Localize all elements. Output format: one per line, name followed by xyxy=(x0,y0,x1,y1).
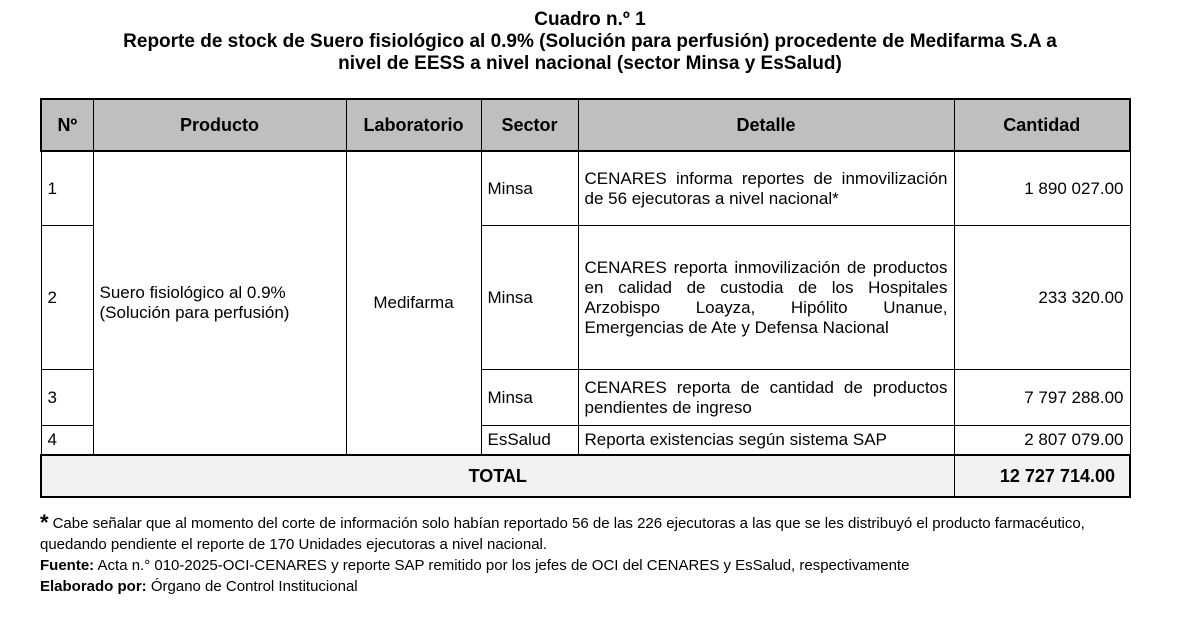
table-caption-title xyxy=(40,31,1140,75)
quantity-cell: 1 890 027.00 xyxy=(954,151,1130,226)
stock-table xyxy=(40,98,1131,498)
sector-cell: EsSalud xyxy=(481,426,578,456)
header-laboratory: Laboratorio xyxy=(346,99,481,151)
caption-title-line-1: Reporte de stock de Suero fisiológico al 0.9% (Solución para perfusión) procedente de Medifarma S.A a xyxy=(123,31,1057,52)
product-cell: Suero fisiológico al 0.9% (Solución para perfusión) xyxy=(93,151,346,455)
table-notes xyxy=(40,512,1140,597)
header-quantity: Cantidad xyxy=(954,99,1130,151)
author-note xyxy=(40,576,1140,597)
detail-cell: CENARES reporta inmovilización de productos en calidad de custodia de los Hospitales Arzobispo Loayza, Hipólito Unanue, Emergencias de Ate y Defensa Nacional xyxy=(578,226,954,370)
footnote-text: Cabe señalar que al momento del corte de información solo habían reportado 56 de las 226 ejecutoras a las que se les distribuyó el producto farmacéutico, quedando pendiente el reporte de 170 Unidades ejecutoras a nivel nacional. xyxy=(40,515,1085,553)
author-text: Órgano de Control Institucional xyxy=(150,578,358,595)
sector-cell: Minsa xyxy=(481,370,578,426)
sector-cell: Minsa xyxy=(481,151,578,226)
source-note xyxy=(40,555,1140,576)
quantity-cell: 233 320.00 xyxy=(954,226,1130,370)
header-detail: Detalle xyxy=(578,99,954,151)
footnote-asterisk: * xyxy=(40,510,49,535)
caption-title-line-2: nivel de EESS a nivel nacional (sector Minsa y EsSalud) xyxy=(338,53,842,74)
row-number: 4 xyxy=(41,426,93,456)
header-num: Nº xyxy=(41,99,93,151)
table-header-row xyxy=(41,99,1130,151)
row-number: 3 xyxy=(41,370,93,426)
author-label: Elaborado por: xyxy=(40,578,147,595)
row-number: 2 xyxy=(41,226,93,370)
table-row xyxy=(41,151,1130,226)
source-label: Fuente: xyxy=(40,557,95,574)
laboratory-cell: Medifarma xyxy=(346,151,481,455)
detail-cell: CENARES informa reportes de inmovilización de 56 ejecutoras a nivel nacional* xyxy=(578,151,954,226)
total-value: 12 727 714.00 xyxy=(954,455,1130,497)
total-row xyxy=(41,455,1130,497)
quantity-cell: 7 797 288.00 xyxy=(954,370,1130,426)
header-sector: Sector xyxy=(481,99,578,151)
table-caption-number: Cuadro n.º 1 xyxy=(534,9,646,30)
sector-cell: Minsa xyxy=(481,226,578,370)
quantity-cell: 2 807 079.00 xyxy=(954,426,1130,456)
total-label: TOTAL xyxy=(41,455,954,497)
source-text: Acta n.° 010-2025-OCI-CENARES y reporte SAP remitido por los jefes de OCI del CENARES y EsSalud, respectivamente xyxy=(97,557,910,574)
footnote xyxy=(40,512,1140,555)
detail-cell: CENARES reporta de cantidad de productos pendientes de ingreso xyxy=(578,370,954,426)
row-number: 1 xyxy=(41,151,93,226)
detail-cell: Reporta existencias según sistema SAP xyxy=(578,426,954,456)
header-product: Producto xyxy=(93,99,346,151)
